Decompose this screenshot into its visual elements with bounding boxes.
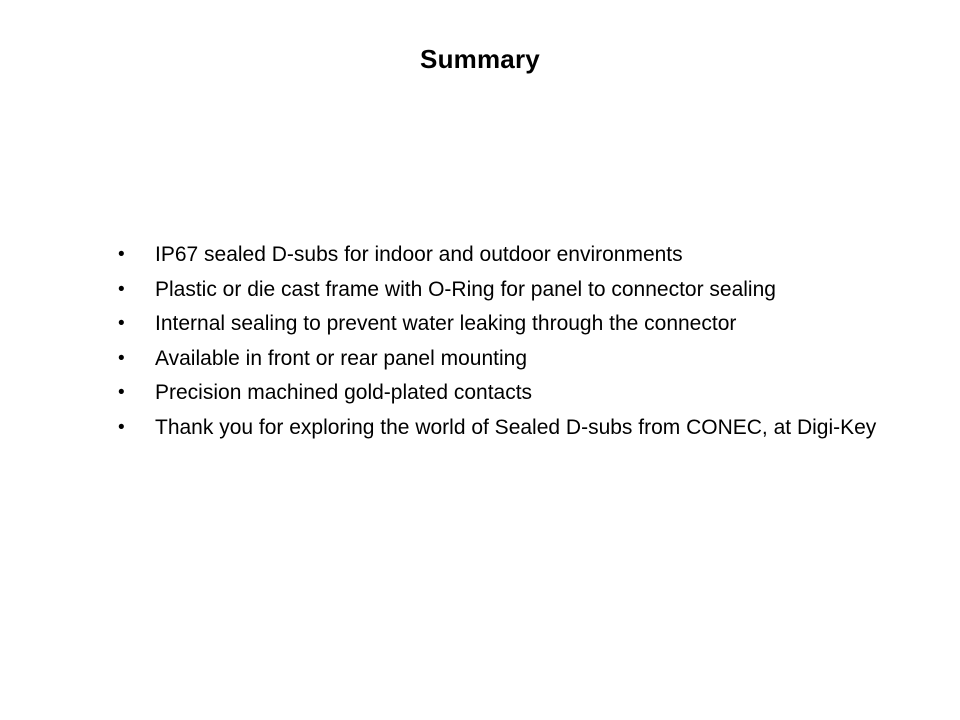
list-item (118, 342, 890, 377)
bullet-text: Precision machined gold-plated contacts (155, 381, 533, 404)
bullet-marker: • (118, 416, 125, 438)
bullet-marker: • (118, 382, 125, 403)
bullet-text: Thank you for exploring the world of Sealed D-subs from CONEC, at Digi-Key (155, 415, 877, 439)
bullet-marker: • (118, 244, 125, 265)
bullet-text: Plastic or die cast frame with O-Ring for panel to connector sealing (155, 277, 776, 301)
bullet-text: Internal sealing to prevent water leaking through the connector (155, 312, 737, 335)
bullet-list (118, 238, 890, 445)
bullet-marker: • (118, 313, 125, 334)
list-item (118, 273, 890, 308)
list-item (118, 238, 890, 273)
list-item (118, 376, 890, 411)
list-item (118, 411, 890, 446)
slide-title: Summary (420, 44, 540, 74)
list-item (118, 307, 890, 342)
bullet-text: IP67 sealed D-subs for indoor and outdoor environments (155, 243, 683, 266)
bullet-marker: • (118, 278, 125, 300)
bullet-text: Available in front or rear panel mounting (155, 346, 528, 370)
bullet-marker: • (118, 347, 125, 369)
